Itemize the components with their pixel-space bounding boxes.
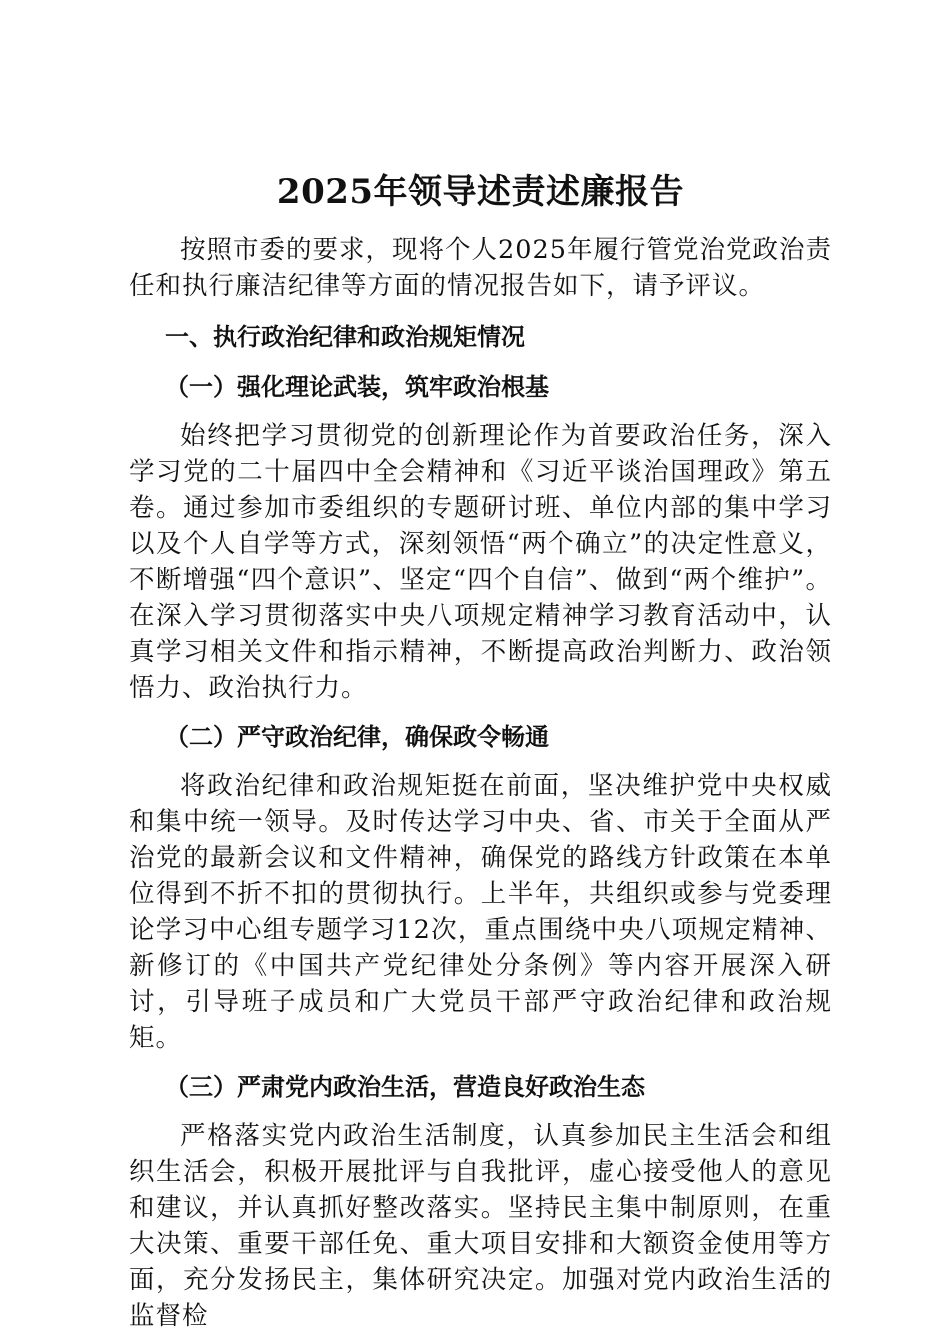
subsection-heading-2: （二）严守政治纪律，确保政令畅通 bbox=[165, 723, 549, 751]
subsection-heading-1: （一）强化理论武装，筑牢政治根基 bbox=[165, 373, 549, 401]
intro-paragraph: 按照市委的要求，现将个人2025年履行管党治党政治责任和执行廉洁纪律等方面的情况报告如下，请予评议。 bbox=[129, 235, 832, 301]
subsection-body-3: 严格落实党内政治生活制度，认真参加民主生活会和组织生活会，积极开展批评与自我批评，虚心接受他人的意见和建议，并认真抓好整改落实。坚持民主集中制原则，在重大决策、重要干部任免、重大项目安排和大额资金使用等方面，充分发扬民主，集体研究决定。加强对党内政治生活的监督检 bbox=[129, 1121, 832, 1331]
document-content bbox=[129, 168, 832, 1334]
subsection-heading-3: （三）严肃党内政治生活，营造良好政治生态 bbox=[165, 1073, 645, 1101]
subsection-body-1: 始终把学习贯彻党的创新理论作为首要政治任务，深入学习党的二十届四中全会精神和《习近平谈治国理政》第五卷。通过参加市委组织的专题研讨班、单位内部的集中学习以及个人自学等方式，深刻领悟“两个确立”的决定性意义，不断增强“四个意识”、坚定“四个自信”、做到“两个维护”。在深入学习贯彻落实中央八项规定精神学习教育活动中，认真学习相关文件和指示精神，不断提高政治判断力、政治领悟力、政治执行力。 bbox=[129, 421, 832, 703]
document-title: 2025年领导述责述廉报告 bbox=[276, 172, 685, 212]
section-heading-1: 一、执行政治纪律和政治规矩情况 bbox=[165, 323, 525, 351]
subsection-body-2: 将政治纪律和政治规矩挺在前面，坚决维护党中央权威和集中统一领导。及时传达学习中央、省、市关于全面从严治党的最新会议和文件精神，确保党的路线方针政策在本单位得到不折不扣的贯彻执行。上半年，共组织或参与党委理论学习中心组专题学习12次，重点围绕中央八项规定精神、新修订的《中国共产党纪律处分条例》等内容开展深入研讨，引导班子成员和广大党员干部严守政治纪律和政治规矩。 bbox=[129, 771, 832, 1053]
